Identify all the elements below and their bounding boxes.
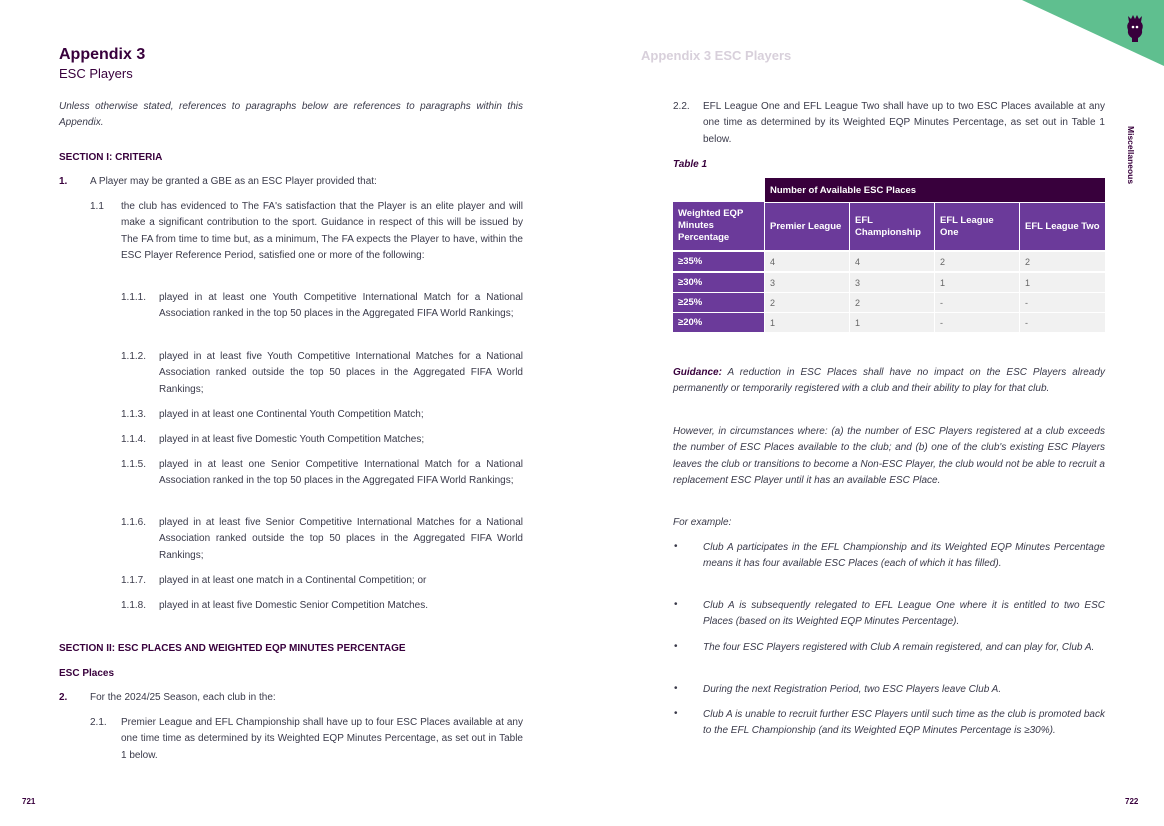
table-column-header: EFL League One	[935, 203, 1019, 250]
example-bullet: Club A is subsequently relegated to EFL League One where it is entitled to two ESC Places (based on its Weighted EQP Minutes Percentage).	[703, 600, 1105, 628]
paragraph-2-2-number: 2.2.	[673, 101, 690, 112]
example-bullet: Club A participates in the EFL Championship and its Weighted EQP Minutes Percentage means it has four available ESC Places (each of which it has filled).	[703, 542, 1105, 570]
table-cell: 3	[850, 273, 934, 292]
table-row-label: ≥25%	[673, 293, 764, 312]
example-label: For example:	[673, 517, 732, 528]
table-row-label: ≥30%	[673, 273, 764, 292]
subitem-text: played in at least five Domestic Senior Competition Matches.	[159, 600, 429, 611]
section-1-heading: SECTION I: CRITERIA	[59, 152, 163, 163]
example-bullet: During the next Registration Period, two ESC Players leave Club A.	[703, 684, 1002, 695]
subitem-number: 1.1.7.	[121, 575, 147, 586]
subitem-number: 1.1.2.	[121, 351, 147, 362]
table-cell: 4	[765, 252, 849, 271]
table-cell: 2	[765, 293, 849, 312]
side-tab-label: Miscellaneous	[1126, 126, 1136, 185]
page-number-right: 722	[1125, 797, 1139, 806]
table-cell: 1	[765, 313, 849, 332]
subitem-text: played in at least one Youth Competitive International Match for a National Association ranked in the top 50 places in the Aggregated FIFA World Rankings;	[159, 292, 523, 320]
subitem-text: played in at least one Continental Youth Competition Match;	[159, 409, 424, 420]
subitem-text: played in at least five Senior Competitive International Matches for a National Association ranked outside the top 50 places in the Aggregated FIFA World Rankings;	[159, 517, 523, 561]
table-cell: 2	[1020, 252, 1105, 271]
paragraph-2-number: 2.	[59, 692, 68, 703]
table-cell: 1	[935, 273, 1019, 292]
table-group-header: Number of Available ESC Places	[765, 178, 1105, 202]
paragraph-1-text: A Player may be granted a GBE as an ESC Player provided that:	[90, 176, 377, 187]
guidance-label: Guidance:	[673, 367, 722, 378]
table-cell: 4	[850, 252, 934, 271]
page-number-left: 721	[22, 797, 36, 806]
table-caption: Table 1	[673, 159, 708, 170]
right-page	[582, 0, 1164, 826]
paragraph-1-1-text: the club has evidenced to The FA's satisfaction that the Player is an elite player and will make a significant contribution to the sport. Guidance in respect of this will be issued by The FA from time to time but, as a minimum, The FA expects the Player to have, within the ESC Player Reference Period, satisfied one or more of the following:	[121, 201, 523, 262]
guidance-paragraph	[673, 365, 1105, 398]
paragraph-2-text: For the 2024/25 Season, each club in the:	[90, 692, 276, 703]
table-cell: 1	[1020, 273, 1105, 292]
running-header: Appendix 3 ESC Players	[641, 48, 792, 63]
bullet-marker: •	[674, 541, 678, 552]
table-column-header: Premier League	[765, 203, 849, 250]
paragraph-2-1-number: 2.1.	[90, 717, 107, 728]
paragraph-1-1-number: 1.1	[90, 201, 104, 212]
bullet-marker: •	[674, 683, 678, 694]
subitem-text: played in at least one match in a Continental Competition; or	[159, 575, 427, 586]
subitem-number: 1.1.5.	[121, 459, 147, 470]
table-cell: 1	[850, 313, 934, 332]
paragraph-2-1-text: Premier League and EFL Championship shall have up to four ESC Places available at any one time time as determined by its Weighted EQP Minutes Percentage, as set out in Table 1 below.	[121, 717, 523, 761]
bullet-marker: •	[674, 599, 678, 610]
guidance-text: A reduction in ESC Places shall have no impact on the ESC Players already permanently or temporarily registered with a club and their ability to play for that club.	[673, 367, 1105, 395]
section-2-heading: SECTION II: ESC PLACES AND WEIGHTED EQP MINUTES PERCENTAGE	[59, 643, 406, 654]
table-row-label: ≥20%	[673, 313, 764, 332]
table-cell: 3	[765, 273, 849, 292]
table-column-header: EFL Championship	[850, 203, 934, 250]
subitem-text: played in at least five Youth Competitive International Matches for a National Association ranked outside the top 50 places in the Aggregated FIFA World Rankings;	[159, 351, 523, 395]
table-cell: 2	[935, 252, 1019, 271]
premier-league-lion-icon	[1123, 13, 1147, 43]
example-bullet: Club A is unable to recruit further ESC Players until such time as the club is promoted back to the EFL Championship (and its Weighted EQP Minutes Percentage is ≥30%).	[703, 709, 1105, 737]
table-cell: -	[935, 313, 1019, 332]
subitem-number: 1.1.4.	[121, 434, 147, 445]
table-cell: -	[1020, 293, 1105, 312]
bullet-marker: •	[674, 708, 678, 719]
subitem-number: 1.1.8.	[121, 600, 147, 611]
table-row-label: ≥35%	[673, 252, 764, 271]
subitem-text: played in at least one Senior Competitive International Match for a National Association ranked in the top 50 places in the Aggregated FIFA World Rankings;	[159, 459, 523, 487]
example-bullet: The four ESC Players registered with Club A remain registered, and can play for, Club A.	[703, 642, 1095, 653]
subitem-number: 1.1.3.	[121, 409, 147, 420]
table-cell: -	[935, 293, 1019, 312]
paragraph-2-2-text: EFL League One and EFL League Two shall have up to two ESC Places available at any one time as determined by its Weighted EQP Minutes Percentage, as set out in Table 1 below.	[703, 101, 1105, 145]
subitem-number: 1.1.1.	[121, 292, 147, 303]
bullet-marker: •	[674, 641, 678, 652]
table-cell: -	[1020, 313, 1105, 332]
table-cell: 2	[850, 293, 934, 312]
table-row-header-title: Weighted EQP Minutes Percentage	[673, 202, 764, 250]
appendix-subtitle: ESC Players	[59, 66, 133, 81]
subitem-number: 1.1.6.	[121, 517, 147, 528]
however-paragraph: However, in circumstances where: (a) the number of ESC Players registered at a club exceeds the number of ESC Places available to the club; and (b) one of the club's existing ESC Players leaves the club or transitions to become a Non-ESC Player, the club would not be able to recruit a replacement ESC Player until it has an available ESC Place.	[673, 426, 1105, 487]
paragraph-1-number: 1.	[59, 176, 68, 187]
appendix-title: Appendix 3	[59, 46, 146, 63]
table-column-header: EFL League Two	[1020, 203, 1105, 250]
subitem-text: played in at least five Domestic Youth Competition Matches;	[159, 434, 425, 445]
esc-places-heading: ESC Places	[59, 668, 115, 679]
side-tab	[1122, 126, 1136, 196]
intro-paragraph: Unless otherwise stated, references to paragraphs below are references to paragraphs within this Appendix.	[59, 101, 523, 129]
